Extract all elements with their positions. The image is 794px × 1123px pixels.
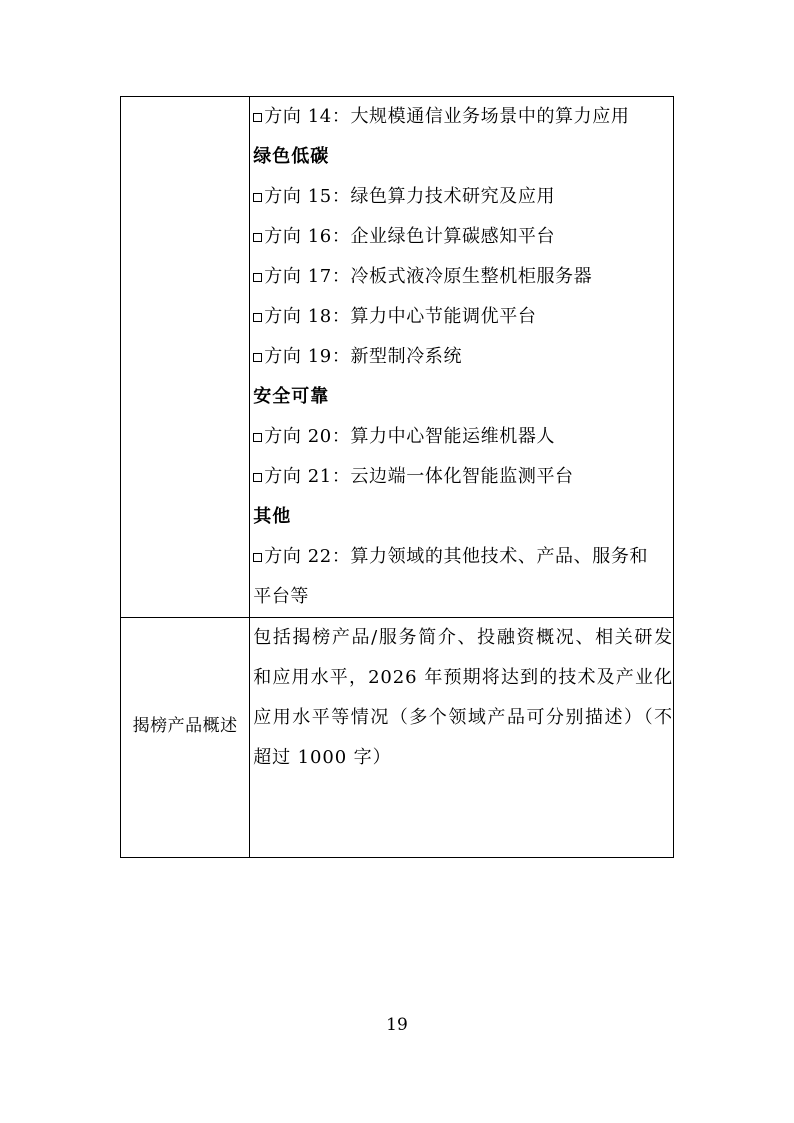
line-text: 方向 17：冷板式液冷原生整机柜服务器 (264, 266, 593, 287)
checkbox-icon[interactable] (253, 553, 262, 562)
direction-option (253, 417, 673, 457)
checkbox-icon[interactable] (253, 113, 262, 122)
checkbox-icon[interactable] (253, 433, 262, 442)
direction-continuation (253, 577, 673, 617)
overview-row (121, 618, 674, 858)
category-heading (253, 137, 673, 177)
category-heading (253, 377, 673, 417)
line-text: 其他 (253, 506, 292, 527)
checkbox-icon[interactable] (253, 233, 262, 242)
line-text: 安全可靠 (253, 386, 330, 407)
directions-list (253, 97, 673, 617)
direction-option (253, 537, 673, 577)
checkbox-icon[interactable] (253, 473, 262, 482)
directions-content-cell (250, 97, 674, 618)
checkbox-icon[interactable] (253, 313, 262, 322)
line-text: 方向 15：绿色算力技术研究及应用 (264, 186, 556, 207)
overview-instructions: 包括揭榜产品/服务简介、投融资概况、相关研发和应用水平，2026 年预期将达到的技术及产业化应用水平等情况（多个领域产品可分别描述）（不超过 1000 字） (253, 627, 673, 768)
line-text: 方向 21：云边端一体化智能监测平台 (264, 466, 574, 487)
checkbox-icon[interactable] (253, 193, 262, 202)
line-text: 方向 20：算力中心智能运维机器人 (264, 426, 556, 447)
line-text: 方向 19：新型制冷系统 (264, 346, 463, 367)
direction-option (253, 457, 673, 497)
direction-option (253, 177, 673, 217)
direction-option (253, 97, 673, 137)
category-heading (253, 497, 673, 537)
directions-label-cell (121, 97, 250, 618)
overview-label: 揭榜产品概述 (132, 716, 238, 736)
direction-option (253, 337, 673, 377)
line-text: 方向 22：算力领域的其他技术、产品、服务和 (264, 546, 649, 567)
direction-option (253, 217, 673, 257)
checkbox-icon[interactable] (253, 273, 262, 282)
line-text: 方向 18：算力中心节能调优平台 (264, 306, 537, 327)
line-text: 绿色低碳 (253, 146, 330, 167)
line-text: 方向 14：大规模通信业务场景中的算力应用 (264, 106, 630, 127)
checkbox-icon[interactable] (253, 353, 262, 362)
application-form-table (120, 96, 674, 858)
direction-option (253, 257, 673, 297)
overview-content-cell (250, 618, 674, 858)
direction-option (253, 297, 673, 337)
page-number: 19 (386, 1015, 408, 1035)
line-text: 方向 16：企业绿色计算碳感知平台 (264, 226, 556, 247)
directions-row (121, 97, 674, 618)
line-text: 平台等 (253, 586, 310, 607)
overview-label-cell (121, 618, 250, 858)
